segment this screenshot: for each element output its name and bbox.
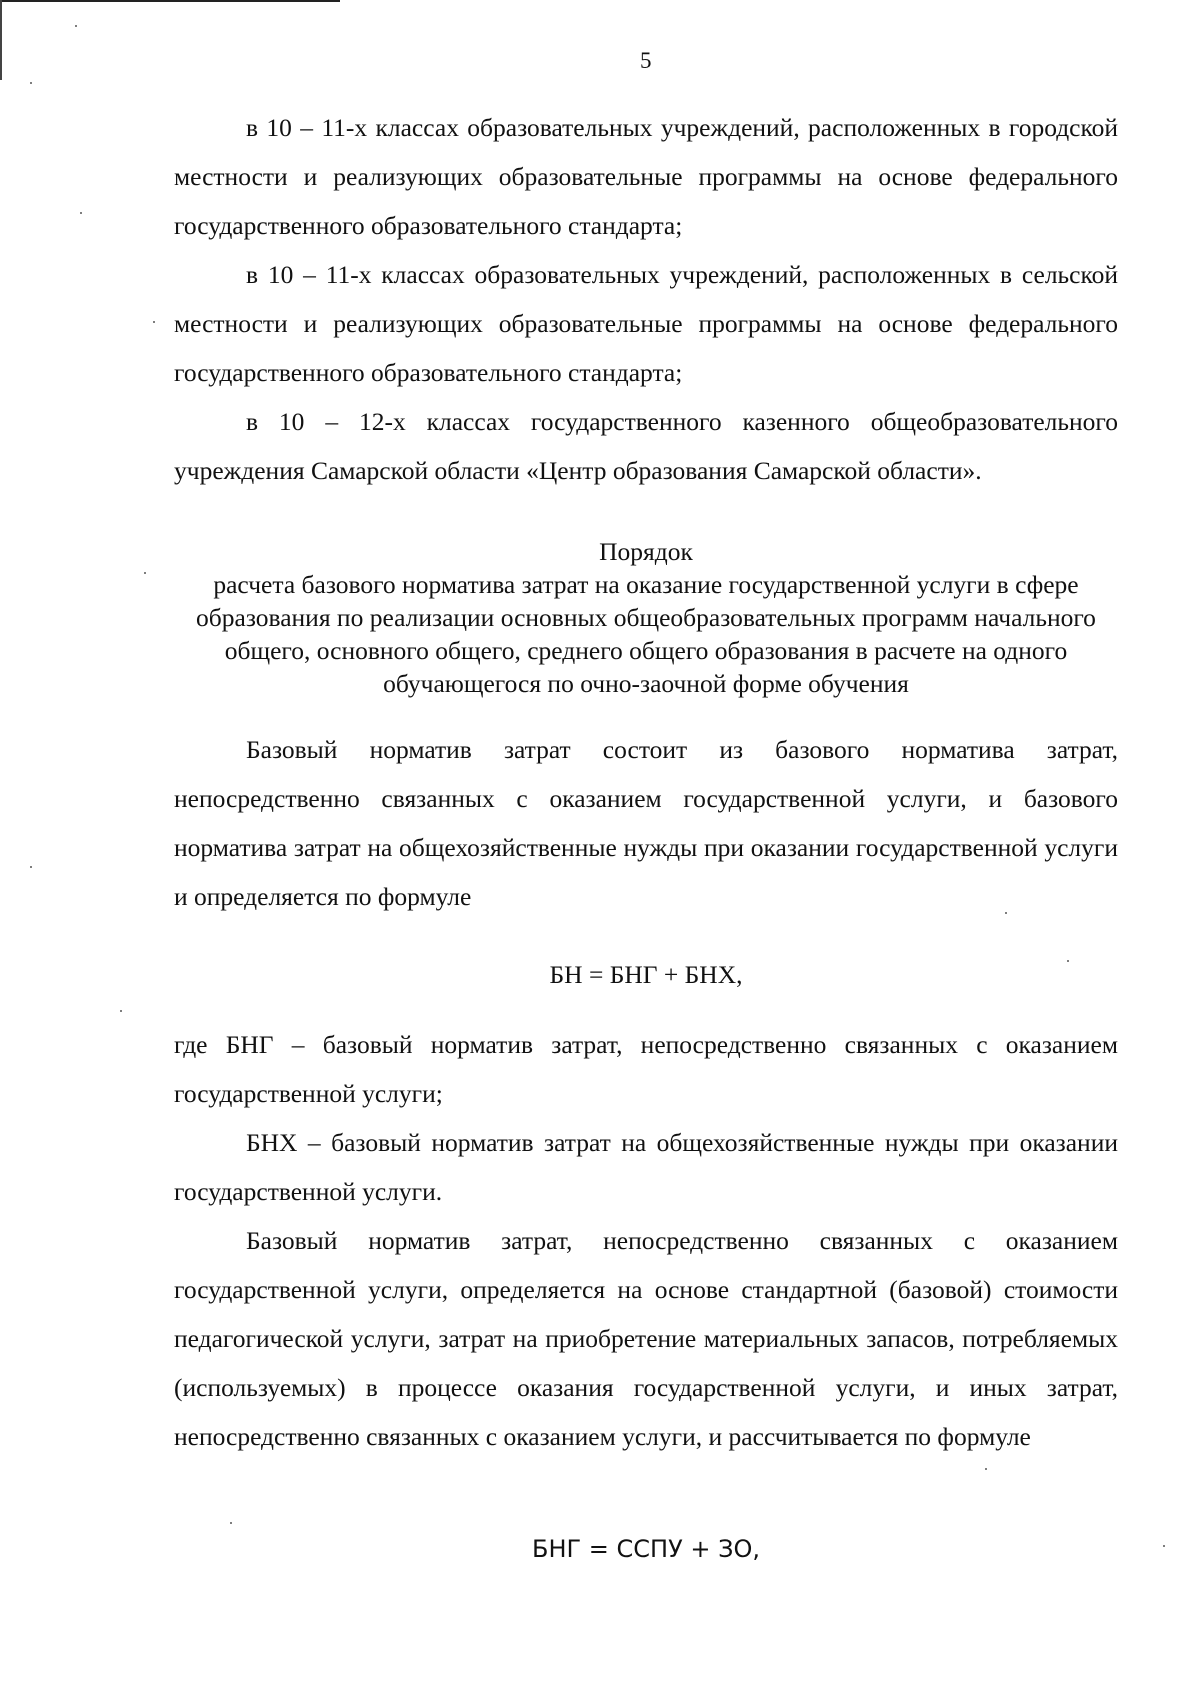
formula-bn: БН = БНГ + БНХ, (549, 960, 743, 989)
scan-speck (80, 212, 82, 214)
intro-paragraph: в 10 – 11-х классах образовательных учреждений, расположенных в городской местности и реализующих образовательные программы на основе федерального государственного образовательного стандарта; (174, 113, 1118, 240)
scan-speck (1067, 960, 1069, 962)
scan-speck (985, 1468, 987, 1470)
definition-paragraph: БНХ – базовый норматив затрат на общехозяйственные нужды при оказании государственной услуги. (174, 1128, 1118, 1206)
section-title: Порядок (599, 537, 693, 566)
body-block-1 (174, 725, 1118, 921)
body-block-2 (174, 1020, 1118, 1461)
intro-paragraph: в 10 – 11-х классах образовательных учреждений, расположенных в сельской местности и реализующих образовательные программы на основе федерального государственного образовательного стандарта; (174, 260, 1118, 387)
scan-edge-left (0, 0, 2, 80)
intro-paragraph: в 10 – 12-х классах государственного казенного общеобразовательного учреждения Самарской области «Центр образования Самарской области». (174, 407, 1118, 485)
scan-speck (75, 25, 77, 27)
scan-speck (1005, 912, 1007, 914)
formula-bng: БНГ = ССПУ + ЗО, (532, 1535, 760, 1563)
intro-list (174, 103, 1118, 495)
scan-speck (30, 82, 32, 84)
body-paragraph: Базовый норматив затрат состоит из базового норматива затрат, непосредственно связанных с оказанием государственной услуги, и базового норматива затрат на общехозяйственные нужды при оказании государственной услуги и определяется по формуле (174, 735, 1118, 911)
section-heading (174, 535, 1118, 700)
scan-edge-top (0, 0, 340, 2)
body-paragraph: Базовый норматив затрат, непосредственно связанных с оказанием государственной услуги, определяется на основе стандартной (базовой) стоимости педагогической услуги, затрат на приобретение материальных запасов, потребляемых (используемых) в процессе оказания государственной услуги, и иных затрат, непосредственно связанных с оказанием услуги, и рассчитывается по формуле (174, 1226, 1118, 1451)
scan-speck (30, 866, 32, 868)
section-subtitle: расчета базового норматива затрат на оказание государственной услуги в сфере образования по реализации основных общеобразовательных программ начального общего, основного общего, среднего общего образования в расчете на одного обучающегося по очно-заочной форме обучения (196, 570, 1096, 698)
scan-speck (120, 1010, 122, 1012)
scan-speck (1163, 1545, 1165, 1547)
scan-speck (230, 1522, 232, 1524)
page-number: 5 (640, 48, 652, 73)
scan-speck (153, 321, 155, 323)
scan-speck (144, 572, 146, 574)
definition-paragraph: где БНГ – базовый норматив затрат, непосредственно связанных с оказанием государственной услуги; (174, 1030, 1118, 1108)
